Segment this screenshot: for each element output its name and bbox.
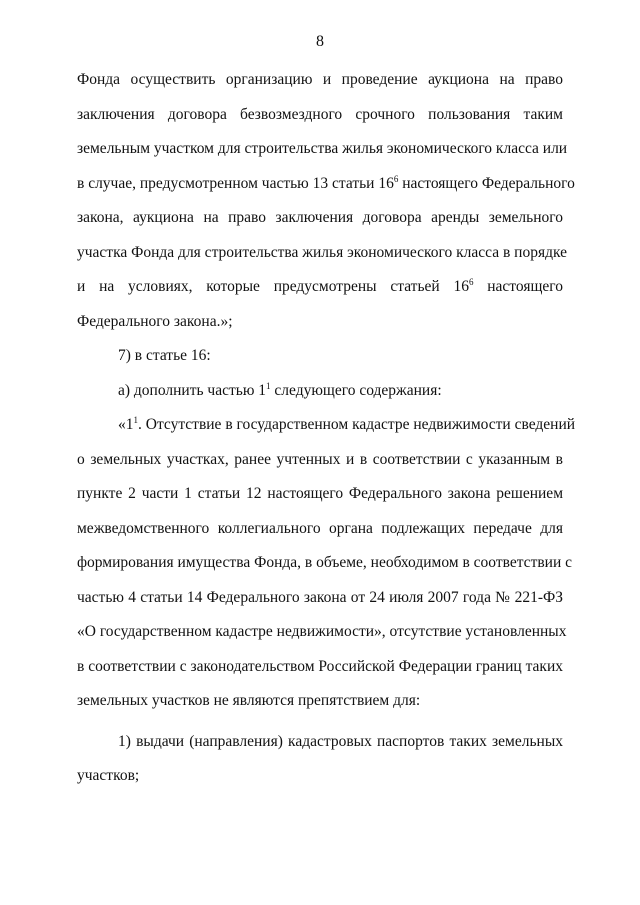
text-fragment: следующего содержания: [270,381,442,399]
superscript: 1 [133,415,138,425]
text-line: закона, аукциона на право заключения договора аренды земельного [77,209,563,226]
text-line: частью 4 статьи 14 Федерального закона от 24 июля 2007 года № 221-ФЗ [77,588,563,606]
text-line: 1) выдачи (направления) кадастровых паспортов таких земельных [118,732,563,750]
text-line [77,167,575,202]
text-line: земельным участком для строительства жилья экономического класса или [77,140,568,157]
quoted-paragraph [77,408,576,719]
text-line: 7) в статье 16: [118,347,211,364]
item-a [77,374,563,409]
paragraph-continuation [77,63,575,339]
text-line [77,270,563,305]
text-line: Федерального закона.»; [77,312,233,330]
text-fragment: . Отсутствие в государственном кадастре недвижимости сведений [138,416,576,433]
text-line: Фонда осуществить организацию и проведение аукциона на право [77,71,563,88]
text-line: формирования имущества Фонда, в объеме, необходимом в соответствии с [77,554,573,571]
item-1 [77,725,563,794]
superscript: 6 [468,277,474,287]
text-line: межведомственного коллегиального органа подлежащих передаче для [77,519,563,537]
text-fragment: настоящего [473,278,563,295]
item-7 [77,339,563,374]
text-line: участков; [77,767,140,784]
text-line [77,374,563,409]
superscript: 1 [266,380,271,391]
text-line: пункте 2 части 1 статьи 12 настоящего Федерального закона решением [77,485,563,502]
document-body [77,63,576,794]
text-fragment: «1 [118,416,134,433]
text-line: заключения договора безвозмездного срочного пользования таким [77,105,563,123]
text-line: о земельных участках, ранее учтенных и в соответствии с указанным в [77,450,563,468]
page-number: 8 [316,33,324,50]
text-line: участка Фонда для строительства жилья экономического класса в порядке [77,243,568,261]
text-line: «О государственном кадастре недвижимости», отсутствие установленных [77,623,567,640]
superscript: 6 [393,173,399,184]
text-fragment: и на условиях, которые предусмотрены статьей 16 [77,278,469,295]
text-line: в соответствии с законодательством Российской Федерации границ таких [77,657,563,675]
text-line: земельных участков не являются препятствием для: [77,692,421,709]
text-fragment: настоящего Федерального [398,174,575,192]
text-line [77,408,576,443]
text-fragment: а) дополнить частью 1 [118,381,267,399]
text-fragment: в случае, предусмотренном частью 13 статьи 16 [77,174,394,192]
